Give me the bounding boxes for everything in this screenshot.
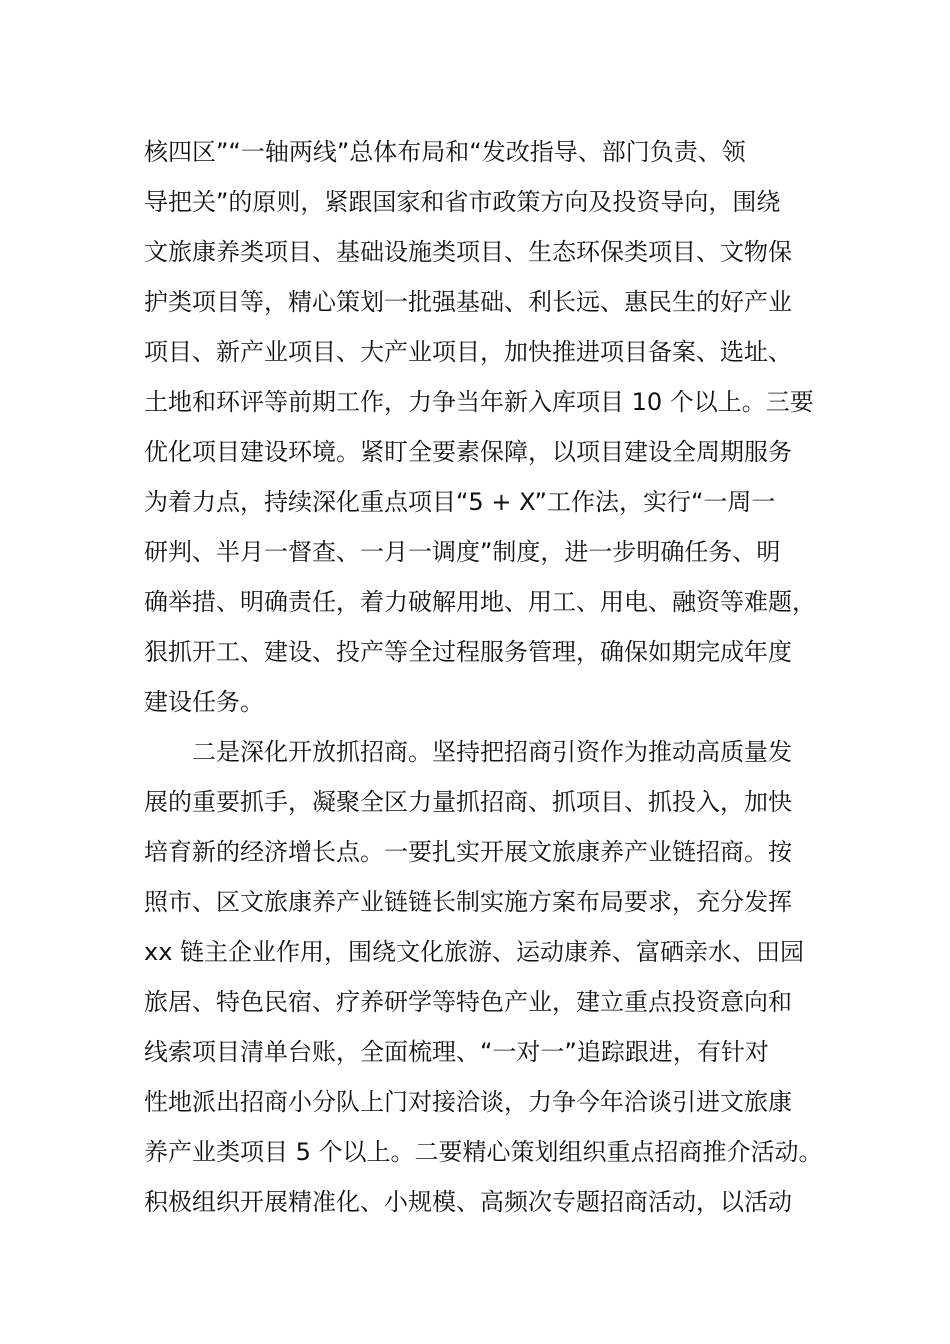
text-line: xx 链主企业作用，围绕文化旅游、运动康养、富硒亲水、田园 [144, 938, 805, 966]
text-line: 积极组织开展精准化、小规模、高频次专题招商活动，以活动 [144, 1188, 792, 1216]
text-line: 导把关”的原则，紧跟国家和省市政策方向及投资导向，围绕 [144, 188, 781, 216]
text-line: 项目、新产业项目、大产业项目，加快推进项目备案、选址、 [144, 338, 792, 366]
text-line: 确举措、明确责任，着力破解用地、用工、用电、融资等难题， [144, 588, 816, 616]
text-line: 优化项目建设环境。紧盯全要素保障，以项目建设全周期服务 [144, 438, 792, 466]
text-line: 土地和环评等前期工作，力争当年新入库项目 10 个以上。三要 [144, 388, 814, 416]
text-line: 文旅康养类项目、基础设施类项目、生态环保类项目、文物保 [144, 238, 792, 266]
text-line: 护类项目等，精心策划一批强基础、利长远、惠民生的好产业 [144, 288, 792, 316]
text-line: 养产业类项目 5 个以上。二要精心策划组织重点招商推介活动。 [144, 1138, 823, 1166]
text-line: 建设任务。 [144, 688, 264, 716]
text-line: 照市、区文旅康养产业链链长制实施方案布局要求，充分发挥 [144, 888, 792, 916]
text-line: 展的重要抓手，凝聚全区力量抓招商、抓项目、抓投入，加快 [144, 788, 792, 816]
text-line: 核四区”“一轴两线”总体布局和“发改指导、部门负责、领 [144, 138, 746, 166]
paragraph-first-line: 二是深化开放抓招商。坚持把招商引资作为推动高质量发 [192, 738, 792, 766]
text-line: 培育新的经济增长点。一要扎实开展文旅康养产业链招商。按 [144, 838, 792, 866]
text-line: 线索项目清单台账，全面梳理、“一对一”追踪跟进，有针对 [144, 1038, 769, 1066]
text-line: 研判、半月一督查、一月一调度”制度，进一步明确任务、明 [144, 538, 781, 566]
text-line: 狠抓开工、建设、投产等全过程服务管理，确保如期完成年度 [144, 638, 792, 666]
text-line: 旅居、特色民宿、疗养研学等特色产业，建立重点投资意向和 [144, 988, 792, 1016]
text-line: 性地派出招商小分队上门对接洽谈，力争今年洽谈引进文旅康 [144, 1088, 792, 1116]
text-line: 为着力点，持续深化重点项目“5 + X”工作法，实行“一周一 [144, 488, 776, 516]
